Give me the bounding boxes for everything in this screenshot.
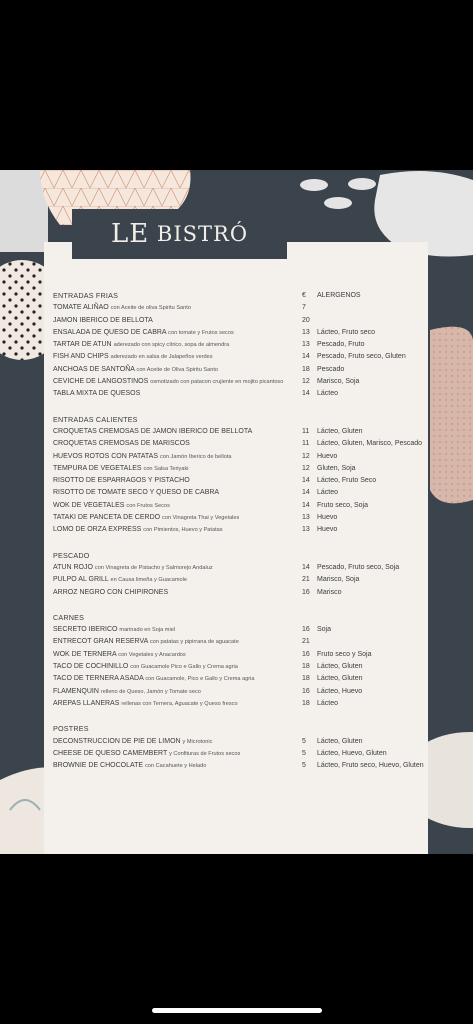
section-gap xyxy=(53,401,428,414)
item-name-wrap xyxy=(53,500,170,512)
item-name: HUEVOS ROTOS CON PATATAS xyxy=(53,452,159,460)
item-name: CROQUETAS CREMOSAS DE MARISCOS xyxy=(53,440,190,448)
menu-item xyxy=(53,351,428,363)
item-name: TEMPURA DE VEGETALES xyxy=(53,464,142,472)
item-price: 13 xyxy=(302,526,310,534)
item-allergens: Marisco xyxy=(317,588,342,596)
item-name: LOMO DE ORZA EXPRESS xyxy=(53,526,142,534)
item-name-wrap xyxy=(53,636,239,648)
item-price: 5 xyxy=(302,762,306,770)
item-price: 5 xyxy=(302,737,306,745)
item-allergens: Lácteo, Gluten xyxy=(317,427,363,435)
item-price: 14 xyxy=(302,477,310,485)
item-allergens: Soja xyxy=(317,626,332,634)
item-price: 13 xyxy=(302,514,310,522)
item-allergens: Lácteo xyxy=(317,699,339,707)
item-price: 7 xyxy=(302,304,306,312)
section-gap xyxy=(53,599,428,612)
menu-item xyxy=(53,500,428,512)
logo-le: LE xyxy=(110,219,150,249)
item-allergens: Gluten, Soja xyxy=(317,464,356,472)
item-name-wrap xyxy=(53,524,223,536)
item-name: DECONSTRUCCION DE PIE DE LIMON xyxy=(53,737,181,745)
item-price: 13 xyxy=(302,328,310,336)
menu-item xyxy=(53,574,428,586)
menu-item xyxy=(53,376,428,388)
menu-item xyxy=(53,327,428,339)
item-price: 11 xyxy=(302,427,310,435)
menu-item xyxy=(53,388,428,400)
item-allergens: Pescado, Fruto seco, Gluten xyxy=(317,353,406,361)
item-allergens: Fruto seco y Soja xyxy=(317,650,372,658)
item-description: con Vinagreta Thai y Vegetales xyxy=(162,515,240,522)
price-header: € xyxy=(302,292,306,299)
item-name-wrap xyxy=(53,487,219,499)
item-name-wrap xyxy=(53,327,234,339)
item-description: en Causa limeña y Guacamole xyxy=(110,577,187,584)
menu-item xyxy=(53,463,428,475)
menu-item xyxy=(53,451,428,463)
item-description: y Microtonic xyxy=(182,738,213,745)
item-price: 5 xyxy=(302,749,306,757)
item-name: ANCHOAS DE SANTOÑA xyxy=(53,365,135,373)
item-name: WOK DE TERNERA xyxy=(53,650,117,658)
menu-item xyxy=(53,487,428,499)
item-price: 12 xyxy=(302,378,310,386)
item-description: con Aceite de Oliva Spiritu Santo xyxy=(136,366,218,373)
item-price: 14 xyxy=(302,390,310,398)
item-price: 16 xyxy=(302,650,310,658)
item-description: con Vinagreta de Pistacho y Salmorejo Andaluz xyxy=(94,564,213,571)
item-description: con Frutos Secos xyxy=(126,502,170,509)
item-name: TACO DE COCHINILLO xyxy=(53,663,129,671)
item-name-wrap xyxy=(53,661,238,673)
item-price: 18 xyxy=(302,675,310,683)
section-title: ENTRADAS FRIAS xyxy=(53,291,119,300)
item-name: TATAKI DE PANCETA DE CERDO xyxy=(53,514,161,522)
menu-item xyxy=(53,736,428,748)
item-allergens: Pescado, Fruto seco, Soja xyxy=(317,563,400,571)
item-name-wrap xyxy=(53,649,186,661)
item-name-wrap xyxy=(53,376,283,388)
item-description: con patatas y pipirrana de aguacate xyxy=(149,639,239,646)
section-gap xyxy=(53,710,428,723)
item-price: 16 xyxy=(302,626,310,634)
item-name: TARTAR DE ATUN xyxy=(53,341,112,349)
item-price: 18 xyxy=(302,663,310,671)
item-description: con Salsa Teriyaki xyxy=(143,465,189,472)
item-name: RISOTTO DE TOMATE SECO Y QUESO DE CABRA xyxy=(53,489,220,497)
item-price: 14 xyxy=(302,489,310,497)
item-price: 21 xyxy=(302,576,310,584)
item-allergens: Lácteo, Huevo xyxy=(317,687,363,695)
item-name-wrap xyxy=(53,736,212,748)
item-name-wrap xyxy=(53,512,239,524)
section-title: PESCADO xyxy=(53,550,90,560)
item-allergens: Lácteo, Huevo, Gluten xyxy=(317,749,387,757)
section-title: ENTRADAS CALIENTES xyxy=(53,414,138,424)
logo-bistro: BISTRÓ xyxy=(156,222,249,246)
menu-item xyxy=(53,315,428,327)
item-allergens: Lácteo, Fruto Seco xyxy=(317,477,377,485)
item-description: con tomate y Frutos secos xyxy=(168,329,234,336)
item-name-wrap xyxy=(53,624,175,636)
item-allergens: Fruto seco, Soja xyxy=(317,501,368,509)
menu-item xyxy=(53,562,428,574)
item-description: con Guacamole, Pico e Gallo y Crema agria xyxy=(145,676,255,683)
menu-item xyxy=(53,426,428,438)
menu-item xyxy=(53,760,428,772)
item-allergens: Lácteo, Gluten xyxy=(317,737,363,745)
item-name-wrap xyxy=(53,574,187,586)
menu-item xyxy=(53,649,428,661)
section-title: POSTRES xyxy=(53,724,89,734)
section-gap xyxy=(53,537,428,550)
menu-item xyxy=(53,339,428,351)
item-name: TOMATE ALIÑAO xyxy=(53,304,109,312)
item-name-wrap xyxy=(53,463,189,475)
item-price: 12 xyxy=(302,452,310,460)
item-price: 16 xyxy=(302,687,310,695)
item-description: con Pimientos, Huevo y Patatas xyxy=(143,527,223,534)
menu-item xyxy=(53,686,428,698)
item-allergens: Lácteo, Gluten xyxy=(317,663,363,671)
item-description: y Confituras de Frutos secos xyxy=(169,750,241,757)
item-name-wrap xyxy=(53,673,254,685)
item-allergens: Lácteo xyxy=(317,489,339,497)
item-name: CEVICHE DE LANGOSTINOS xyxy=(53,378,149,386)
item-name: ENSALADA DE QUESO DE CABRA xyxy=(53,328,167,336)
item-description: con Guacamole Pico e Gallo y Crema agria xyxy=(130,664,238,671)
item-description: con Vegetales y Anacardos xyxy=(118,651,186,658)
item-allergens: Huevo xyxy=(317,526,338,534)
item-name-wrap xyxy=(53,426,252,438)
allergens-header: ALERGENOS xyxy=(317,292,361,299)
item-name-wrap xyxy=(53,364,218,376)
item-price: 14 xyxy=(302,353,310,361)
item-name-wrap xyxy=(53,339,229,351)
item-price: 11 xyxy=(302,440,310,448)
menu-item xyxy=(53,748,428,760)
item-allergens: Lácteo, Fruto seco, Huevo, Gluten xyxy=(317,762,424,770)
item-name: WOK DE VEGETALES xyxy=(53,501,125,509)
item-name-wrap xyxy=(53,748,240,760)
item-allergens: Pescado, Fruto xyxy=(317,341,365,349)
menu-item xyxy=(53,698,428,710)
item-allergens: Huevo xyxy=(317,514,338,522)
item-name: TABLA MIXTA DE QUESOS xyxy=(53,390,141,398)
item-name: PULPO AL GRILL xyxy=(53,576,109,584)
item-name-wrap xyxy=(53,388,140,400)
item-name-wrap xyxy=(53,302,191,314)
menu-item xyxy=(53,673,428,685)
item-name-wrap xyxy=(53,686,201,698)
item-name-wrap xyxy=(53,760,206,772)
menu-list xyxy=(53,290,428,772)
menu-item xyxy=(53,512,428,524)
item-name: BROWNIE DE CHOCOLATE xyxy=(53,762,144,770)
menu-item xyxy=(53,438,428,450)
item-description: marinado en Soja miel xyxy=(119,627,176,634)
item-price: 18 xyxy=(302,699,310,707)
item-description: con Aceite de oliva Spiritu Santo xyxy=(110,305,191,312)
item-name: ENTRECOT GRAN RESERVA xyxy=(53,638,148,646)
item-description: rellenas con Ternera, Aguacate y Queso fresco xyxy=(121,700,238,707)
item-name: FLAMENQUIN xyxy=(53,687,99,695)
item-name-wrap xyxy=(53,475,190,487)
item-name: AREPAS LLANERAS xyxy=(53,699,120,707)
item-description: con Jamón Iberico de bellota xyxy=(159,453,232,460)
item-name-wrap xyxy=(53,315,153,327)
item-price: 20 xyxy=(302,316,310,324)
item-name: CROQUETAS CREMOSAS DE JAMON IBERICO DE BELLOTA xyxy=(53,427,253,435)
item-name: ATUN ROJO xyxy=(53,563,93,571)
menu-item xyxy=(53,624,428,636)
item-price: 18 xyxy=(302,365,310,373)
item-allergens: Lácteo, Gluten, Marisco, Pescado xyxy=(317,440,423,448)
menu-item xyxy=(53,587,428,599)
item-name: JAMON IBERICO DE BELLOTA xyxy=(53,316,153,324)
menu-item xyxy=(53,524,428,536)
menu-item xyxy=(53,636,428,648)
item-name-wrap xyxy=(53,698,238,710)
item-name-wrap xyxy=(53,351,213,363)
menu-item xyxy=(53,475,428,487)
item-price: 12 xyxy=(302,464,310,472)
menu-item xyxy=(53,302,428,314)
item-allergens: Lácteo, Fruto seco xyxy=(317,328,375,336)
item-description: osmotizado con patacon crujiente en mojito picantoso xyxy=(150,379,284,386)
item-name: TACO DE TERNERA ASADA xyxy=(53,675,144,683)
item-description: con Cacahuete y Helado xyxy=(145,763,207,770)
home-indicator[interactable] xyxy=(152,1008,322,1013)
bistro-logo xyxy=(72,209,287,259)
menu-item xyxy=(53,661,428,673)
item-description: aderezado con spicy cítrico, sopa de almendra xyxy=(113,342,230,349)
item-name: CHEESE DE QUESO CAMEMBERT xyxy=(53,749,168,757)
item-price: 21 xyxy=(302,638,310,646)
item-name: RISOTTO DE ESPARRAGOS Y PISTACHO xyxy=(53,477,190,485)
item-price: 13 xyxy=(302,341,310,349)
menu-item xyxy=(53,364,428,376)
item-name: ARROZ NEGRO CON CHIPIRONES xyxy=(53,588,169,596)
section-title: CARNES xyxy=(53,612,85,622)
item-price: 14 xyxy=(302,563,310,571)
item-name-wrap xyxy=(53,438,190,450)
item-name-wrap xyxy=(53,562,213,574)
item-allergens: Lácteo xyxy=(317,390,339,398)
menu-headers xyxy=(53,290,428,302)
item-name-wrap xyxy=(53,451,232,463)
item-name: SECRETO IBERICO xyxy=(53,626,118,634)
item-price: 14 xyxy=(302,501,310,509)
item-name: FISH AND CHIPS xyxy=(53,353,109,361)
item-allergens: Marisco, Soja xyxy=(317,378,360,386)
item-allergens: Marisco, Soja xyxy=(317,576,360,584)
item-description: aderezado en salsa de Jalapeños verdes xyxy=(110,354,213,361)
item-name-wrap xyxy=(53,587,168,599)
item-allergens: Pescado xyxy=(317,365,345,373)
item-description: relleno de Queso, Jamón y Tomate seco xyxy=(100,688,201,695)
item-price: 16 xyxy=(302,588,310,596)
item-allergens: Huevo xyxy=(317,452,338,460)
item-allergens: Lácteo, Gluten xyxy=(317,675,363,683)
